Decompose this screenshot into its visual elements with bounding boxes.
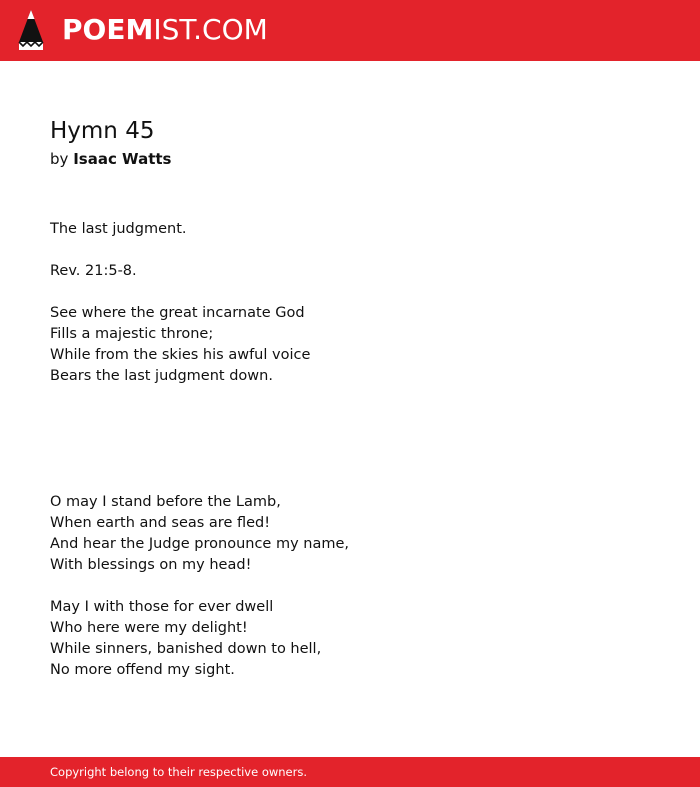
poem-line: And hear the Judge pronounce my name,: [50, 536, 350, 552]
poem-line: While sinners, banished down to hell,: [50, 641, 322, 657]
poem-line: O may I stand before the Lamb,: [50, 494, 281, 510]
site-footer: [0, 757, 700, 787]
poem-line: Fills a majestic throne;: [50, 326, 214, 342]
pencil-tip-icon[interactable]: [18, 9, 44, 51]
site-header: [0, 0, 700, 61]
poem-line: When earth and seas are fled!: [50, 515, 271, 531]
poem-line: Who here were my delight!: [50, 620, 248, 636]
poem-line: No more offend my sight.: [50, 662, 235, 678]
poem-title: Hymn 45: [50, 118, 155, 144]
poem-line: See where the great incarnate God: [50, 305, 305, 321]
stanza-1: [50, 303, 349, 387]
poem-line: While from the skies his awful voice: [50, 347, 311, 363]
poem-subtitle: The last judgment.: [50, 221, 187, 237]
author-name: Isaac Watts: [73, 150, 172, 168]
copyright-text: Copyright belong to their respective owners.: [50, 765, 308, 779]
brand-bold: POEM: [62, 13, 154, 46]
by-label: by: [50, 150, 69, 168]
poem-body: [50, 219, 349, 681]
poem-line: May I with those for ever dwell: [50, 599, 274, 615]
byline: [50, 149, 171, 169]
site-logo-text[interactable]: [62, 13, 268, 47]
poem-reference: Rev. 21:5-8.: [50, 263, 137, 279]
stanza-2: [50, 492, 349, 576]
stanza-3: [50, 597, 349, 681]
poem-line: With blessings on my head!: [50, 557, 252, 573]
brand-light: IST.COM: [153, 13, 268, 46]
poem-line: Bears the last judgment down.: [50, 368, 273, 384]
